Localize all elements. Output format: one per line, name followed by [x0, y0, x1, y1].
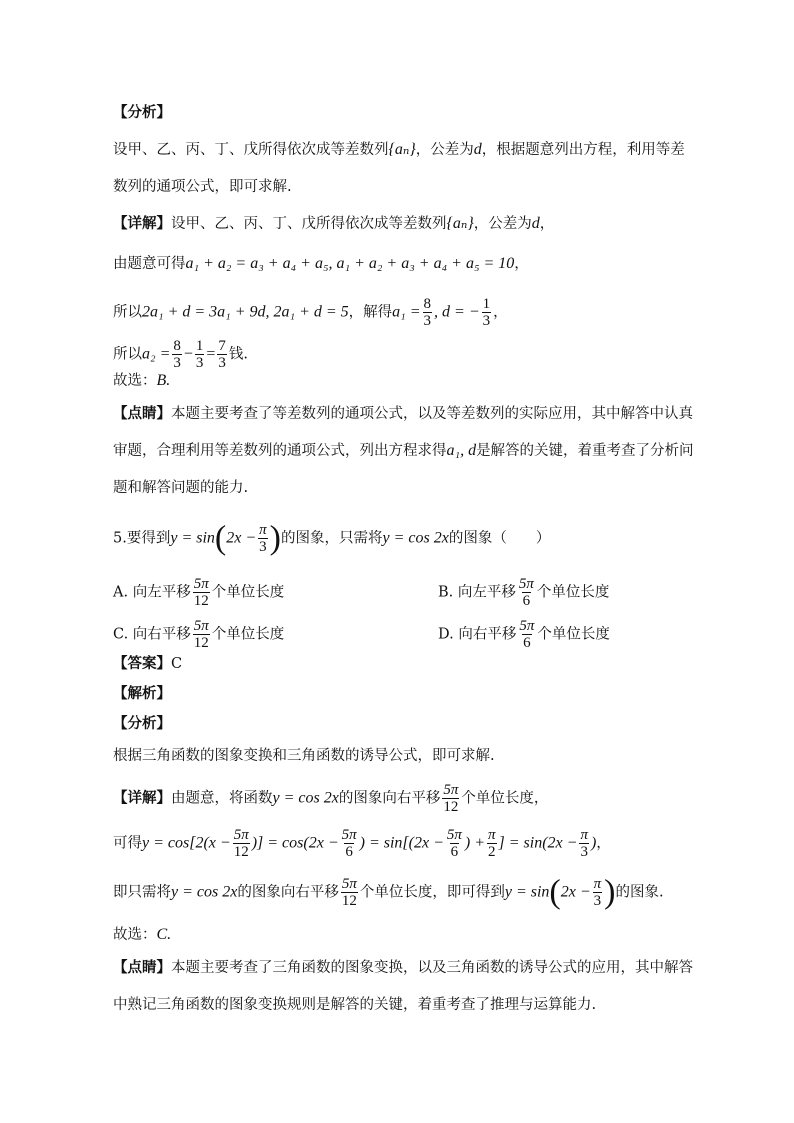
- analysis-line-2: 数列的通项公式，即可求解.: [113, 179, 292, 195]
- fraction: $\frac{\pi}{3}$: [259, 522, 267, 555]
- analysis-heading: 【分析】: [113, 104, 171, 121]
- answer-line: 【答案】C: [113, 655, 183, 672]
- fraction: $\frac{8}{3}$: [173, 338, 181, 371]
- comment-2-line-1: 【点睛】本题主要考查了三角函数的图象变换，以及三角函数的诱导公式的应用，其中解答: [113, 959, 693, 976]
- comment-line-2: 审题，合理利用等差数列的通项公式，列出方程求得a₁, d是解答的关键，着重考查了分析问: [113, 442, 694, 459]
- fraction: $\frac{1}{3}$: [195, 338, 204, 371]
- comment-line-3: 题和解答问题的能力.: [113, 480, 249, 496]
- option-a: A. 向左平移 $\frac{5\pi}{12}$ 个单位长度: [113, 576, 285, 609]
- question-5: 5.要得到y = sin(2x − $\frac{\pi}{3}$ )的图象，只需将y = cos 2x的图象（ ）: [113, 519, 551, 557]
- analysis-heading-2: 【分析】: [113, 715, 171, 732]
- comment-2-line-2: 中熟记三角函数的图象变换规则是解答的关键，着重考查了推理与运算能力.: [113, 997, 597, 1013]
- detail-2-line-1: 【详解】由题意，将函数y = cos 2x的图象向右平移 $\frac{5\pi}{12}$ 个单位长度，: [113, 782, 549, 815]
- analysis-line-1: 设甲、乙、丙、丁、戊所得依次成等差数列{aₙ}，公差为d，根据题意列出方程，利用等差: [113, 141, 685, 158]
- detail-line-3: 所以2a₁ + d = 3a₁ + 9d, 2a₁ + d = 5，解得a₁ = $\frac{8}{3}$ , d = − $\frac{1}{3}$ ，: [113, 296, 508, 329]
- detail-line-1: 【详解】设甲、乙、丙、丁、戊所得依次成等差数列{aₙ}，公差为d，: [113, 215, 555, 232]
- choice-line-2: 故选：C.: [113, 926, 172, 943]
- detail-2-line-3: 即只需将y = cos 2x的图象向右平移 $\frac{5\pi}{12}$ 个单位长度，即可得到y = sin(2x − $\frac{\pi}{3}$ )的图象.: [113, 873, 664, 911]
- analysis-2-text: 根据三角函数的图象变换和三角函数的诱导公式，即可求解.: [113, 748, 495, 764]
- solution-heading: 【解析】: [113, 685, 171, 702]
- detail-line-4: 所以a₂ = $\frac{8}{3}$ − $\frac{1}{3}$ = $\frac{7}{3}$ 钱.: [113, 338, 249, 371]
- detail-line-2: 由题意可得a₁ + a₂ = a₃ + a₄ + a₅, a₁ + a₂ + a₃ + a₄ + a₅ = 10，: [113, 255, 529, 272]
- choice-line: 故选：B.: [113, 372, 171, 389]
- fraction: $\frac{8}{3}$: [423, 296, 432, 329]
- option-d: D. 向右平移 $\frac{5\pi}{6}$ 个单位长度: [438, 618, 610, 651]
- sequence-symbol: {aₙ}: [388, 141, 416, 158]
- equation: a₁ + a₂ = a₃ + a₄ + a₅, a₁ + a₂ + a₃ + a₄ + a₅ = 10: [185, 255, 515, 272]
- detail-2-line-2: 可得y = cos[2(x − $\frac{5\pi}{12}$ )] = cos(2x − $\frac{5\pi}{6}$ ) = sin[(2x − $\frac{5\pi}{6}$ ) + $\frac{\pi}{2}$ ] = sin(2x − $\frac{\pi}{3}$ )，: [113, 827, 611, 860]
- comment-line-1: 【点睛】本题主要考查了等差数列的通项公式，以及等差数列的实际应用，其中解答中认真: [113, 405, 693, 422]
- fraction: $\frac{7}{3}$: [218, 338, 226, 371]
- option-b: B. 向左平移 $\frac{5\pi}{6}$ 个单位长度: [438, 576, 610, 609]
- fraction: $\frac{1}{3}$: [482, 296, 491, 329]
- option-c: C. 向右平移 $\frac{5\pi}{12}$ 个单位长度: [113, 618, 285, 651]
